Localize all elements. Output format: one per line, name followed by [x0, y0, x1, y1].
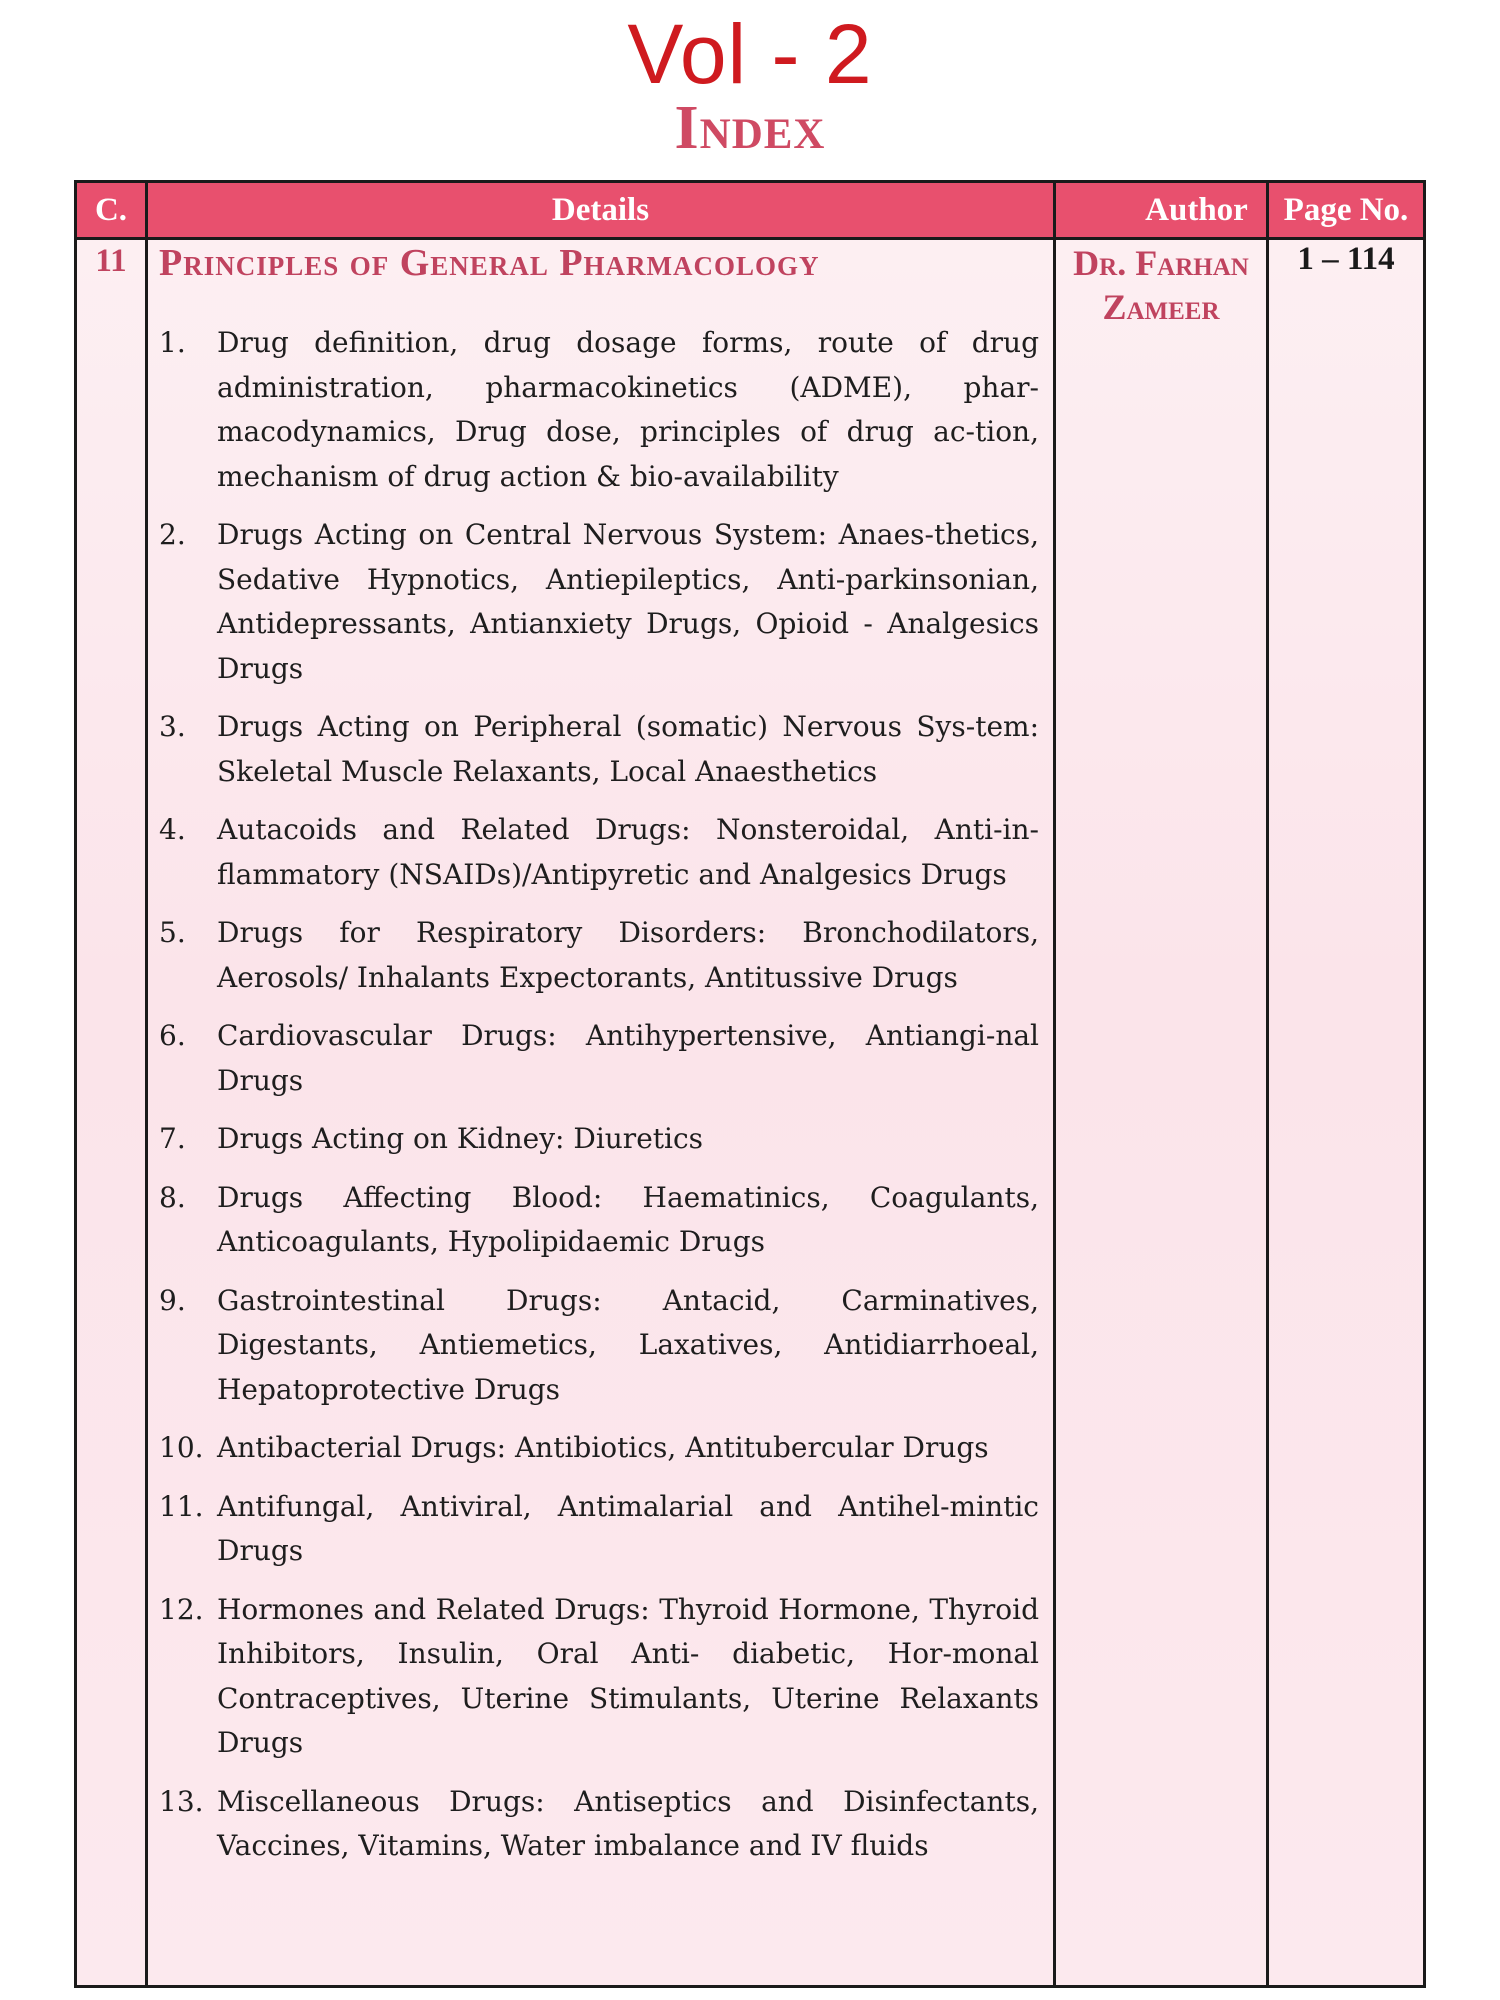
- topic-text: Drugs Acting on Kidney: Diuretics: [217, 1122, 704, 1155]
- topic-text: Hormones and Related Drugs: Thyroid Hormone, Thyroid Inhibitors, Insulin, Oral Anti- diabetic, Hor-monal Contraceptives, Uterine Stimulants, Uterine Relaxants Drugs: [217, 1592, 1039, 1759]
- list-item: [159, 513, 1039, 691]
- topic-text: Antifungal, Antiviral, Antimalarial and Antihel-mintic Drugs: [217, 1489, 1039, 1567]
- topic-text: Drugs Acting on Central Nervous System: Anaes-thetics, Sedative Hypnotics, Antiepileptics, Anti-parkinsonian, Antidepressants, Antianxiety Drugs, Opioid - Analgesics Drugs: [217, 518, 1039, 685]
- column-divider: [1266, 183, 1269, 1985]
- list-item: [159, 1279, 1039, 1413]
- list-item: [159, 1117, 1039, 1162]
- topic-text: Antibacterial Drugs: Antibiotics, Antitubercular Drugs: [217, 1431, 989, 1464]
- topic-number: 9.: [159, 1283, 186, 1317]
- list-item: [159, 321, 1039, 499]
- list-item: [159, 1485, 1039, 1574]
- column-header-author: Author: [1145, 192, 1248, 228]
- chapter-title: Principles of General Pharmacology: [159, 242, 820, 284]
- topic-number: 13.: [159, 1784, 204, 1818]
- list-item: [159, 1014, 1039, 1103]
- topic-text: Autacoids and Related Drugs: Nonsteroidal, Anti-in-flammatory (NSAIDs)/Antipyretic and Analgesics Drugs: [217, 813, 1039, 891]
- topic-number: 12.: [159, 1592, 204, 1626]
- list-item: [159, 1426, 1039, 1471]
- chapter-author: Dr. Farhan Zameer: [1073, 243, 1249, 327]
- topic-number: 8.: [159, 1180, 186, 1214]
- list-item: [159, 1588, 1039, 1766]
- topic-text: Cardiovascular Drugs: Antihypertensive, Antiangi-nal Drugs: [217, 1019, 1039, 1097]
- topic-number: 11.: [159, 1489, 204, 1523]
- column-header-chapter: C.: [94, 192, 128, 228]
- volume-label: Vol - 2: [627, 7, 873, 101]
- list-item: [159, 911, 1039, 1000]
- topic-text: Drugs Acting on Peripheral (somatic) Nervous Sys-tem: Skeletal Muscle Relaxants, Local Anaesthetics: [217, 710, 1039, 788]
- topic-number: 3.: [159, 710, 186, 743]
- list-item: [159, 705, 1039, 794]
- topic-number: 4.: [159, 813, 186, 846]
- topic-number: 6.: [159, 1019, 186, 1052]
- topic-text: Drugs for Respiratory Disorders: Bronchodilators, Aerosols/ Inhalants Expectorants, Antitussive Drugs: [217, 916, 1039, 994]
- topic-text: Drug definition, drug dosage forms, route of drug administration, pharmacokinetics (ADME), phar-macodynamics, Drug dose, principles of drug ac-tion, mechanism of drug action & bio-availability: [217, 326, 1039, 493]
- topic-number: 10.: [159, 1431, 204, 1464]
- column-header-page-no: Page No.: [1283, 192, 1409, 228]
- topic-text: Gastrointestinal Drugs: Antacid, Carminatives, Digestants, Antiemetics, Laxatives, Antidiarrhoeal, Hepatoprotective Drugs: [217, 1283, 1039, 1406]
- index-table: [74, 180, 1426, 1988]
- column-divider: [145, 183, 148, 1985]
- topic-list: [159, 321, 1039, 1883]
- list-item: [159, 1780, 1039, 1869]
- topic-text: Miscellaneous Drugs: Antiseptics and Disinfectants, Vaccines, Vitamins, Water imbalance and IV fluids: [217, 1784, 1039, 1862]
- topic-number: 2.: [159, 518, 186, 551]
- index-title: Index: [674, 94, 826, 162]
- list-item: [159, 808, 1039, 897]
- chapter-page-range: 1 – 114: [1297, 241, 1395, 277]
- table-header-row: [77, 183, 1423, 240]
- chapter-number: 11: [95, 243, 127, 279]
- topic-text: Drugs Affecting Blood: Haematinics, Coagulants, Anticoagulants, Hypolipidaemic Drugs: [217, 1180, 1039, 1258]
- topic-number: 5.: [159, 916, 186, 949]
- column-header-details: Details: [551, 192, 650, 228]
- topic-number: 7.: [159, 1122, 186, 1155]
- list-item: [159, 1176, 1039, 1265]
- column-divider: [1053, 183, 1056, 1985]
- topic-number: 1.: [159, 326, 186, 359]
